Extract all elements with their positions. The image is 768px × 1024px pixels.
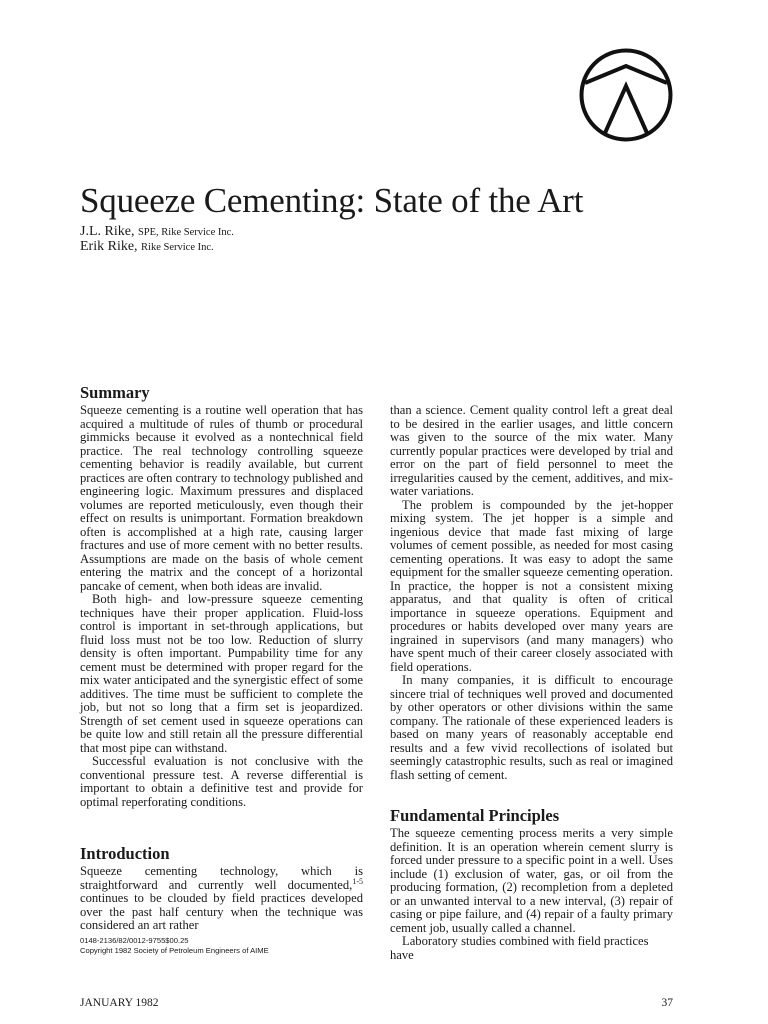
summary-heading: Summary — [80, 383, 150, 402]
introduction-body — [80, 865, 363, 933]
page-number: 37 — [661, 997, 673, 1009]
intro-text-end: continues to be clouded by field practices developed over the past half century when the technique was considered an art rather — [80, 891, 363, 932]
copyright-line: Copyright 1982 Society of Petroleum Engineers of AIME — [80, 946, 269, 955]
introduction-heading: Introduction — [80, 844, 170, 863]
fundamental-principles-heading: Fundamental Principles — [390, 806, 560, 825]
summary-body — [80, 404, 363, 809]
intro-text-start: Squeeze cementing technology, which is straightforward and currently well documented, — [80, 864, 363, 892]
author-affiliation: Rike Service Inc. — [141, 242, 214, 253]
paragraph: The squeeze cementing process merits a very simple definition. It is an operation wherein cement slurry is forced under pressure to a specific point in a well. Uses include (1) exclusion of water, gas, or oil from the producing formation, (2) recompletion from a depleted or an unwanted interval to a new interval, (3) repair of casing or pipe failure, and (4) repair of a faulty primary cement job, usually called a channel. — [390, 826, 673, 935]
issue-date: JANUARY 1982 — [80, 997, 159, 1009]
author-name: J.L. Rike, — [80, 224, 135, 239]
right-column-body — [390, 404, 673, 782]
paper-title: Squeeze Cementing: State of the Art — [80, 181, 584, 220]
copyright-footnote — [80, 936, 269, 956]
paragraph: In many companies, it is difficult to encourage sincere trial of techniques well proved and documented by other operators or other divisions within the same company. The rationale of these experienced leaders is based on many years of reasonably acceptable end results and a few vivid recollections of isolated but seemingly catastrophic results, such as real or imagined flash setting of cement. — [390, 673, 673, 782]
paragraph: The problem is compounded by the jet-hopper mixing system. The jet hopper is a simple and ingenious device that made fast mixing of large volumes of cement possible, as needed for most casing cementing operations. It was easy to adopt the same equipment for the smaller squeeze cementing operation. In practice, the hopper is not a consistent mixing apparatus, and that quality is often of critical importance in squeeze operations. Equipment and procedures or habits developed over many years are ingrained in supervisors (and many managers) who have spent much of their career closely associated with field operations. — [390, 497, 673, 674]
paragraph: than a science. Cement quality control left a great deal to be desired in the earlier usages, and little concern was given to the source of the mix water. Many currently popular practices were developed by trial and error on the part of field personnel to meet the irregularities caused by the cement, additives, and mix-water variations. — [390, 403, 673, 498]
paragraph: Squeeze cementing is a routine well operation that has acquired a multitude of rules of thumb or procedural gimmicks because it evolved as a nontechnical field practice. The real technology controlling squeeze cementing behavior is readily available, but current practices are often contrary to technology published and engineering logic. Maximum pressures and displaced volumes are reported meticulously, even though their effect on results is unimportant. Formation breakdown often is accomplished at a high rate, causing larger fractures and use of more cement with no better results. Assumptions are made on the basis of whole cement entering the matrix and the concept of a horizontal pancake of cement, when both ideas are invalid. — [80, 403, 363, 593]
fundamental-principles-body — [390, 827, 673, 962]
paragraph — [80, 865, 363, 933]
paragraph: Successful evaluation is not conclusive with the conventional pressure test. A reverse differential is important to obtain a definitive test and provide for optimal reperforating conditions. — [80, 754, 363, 809]
citation-superscript: 1-5 — [352, 876, 363, 886]
author-affiliation: SPE, Rike Service Inc. — [137, 227, 234, 238]
spe-logo-icon — [578, 47, 674, 143]
paragraph: Both high- and low-pressure squeeze cementing techniques have their proper application. Fluid-loss control is important in set-through applications, but fluid loss must not be too low. Reduction of slurry density is often important. Pumpability time for any cement must be determined with proper regard for the mix water anticipated and the synergistic effect of some additives. The time must be sufficient to complete the job, but not so long that a firm set is jeopardized. Strength of set cement used in squeeze operations can be quite low and still retain all the pressure differential that most pipe can withstand. — [80, 592, 363, 755]
article-code: 0148-2136/82/0012-9755$00.25 — [80, 936, 189, 945]
author-line-2 — [80, 239, 214, 256]
paragraph: Laboratory studies combined with field practices have — [390, 934, 649, 962]
author-name: Erik Rike, — [80, 239, 138, 254]
